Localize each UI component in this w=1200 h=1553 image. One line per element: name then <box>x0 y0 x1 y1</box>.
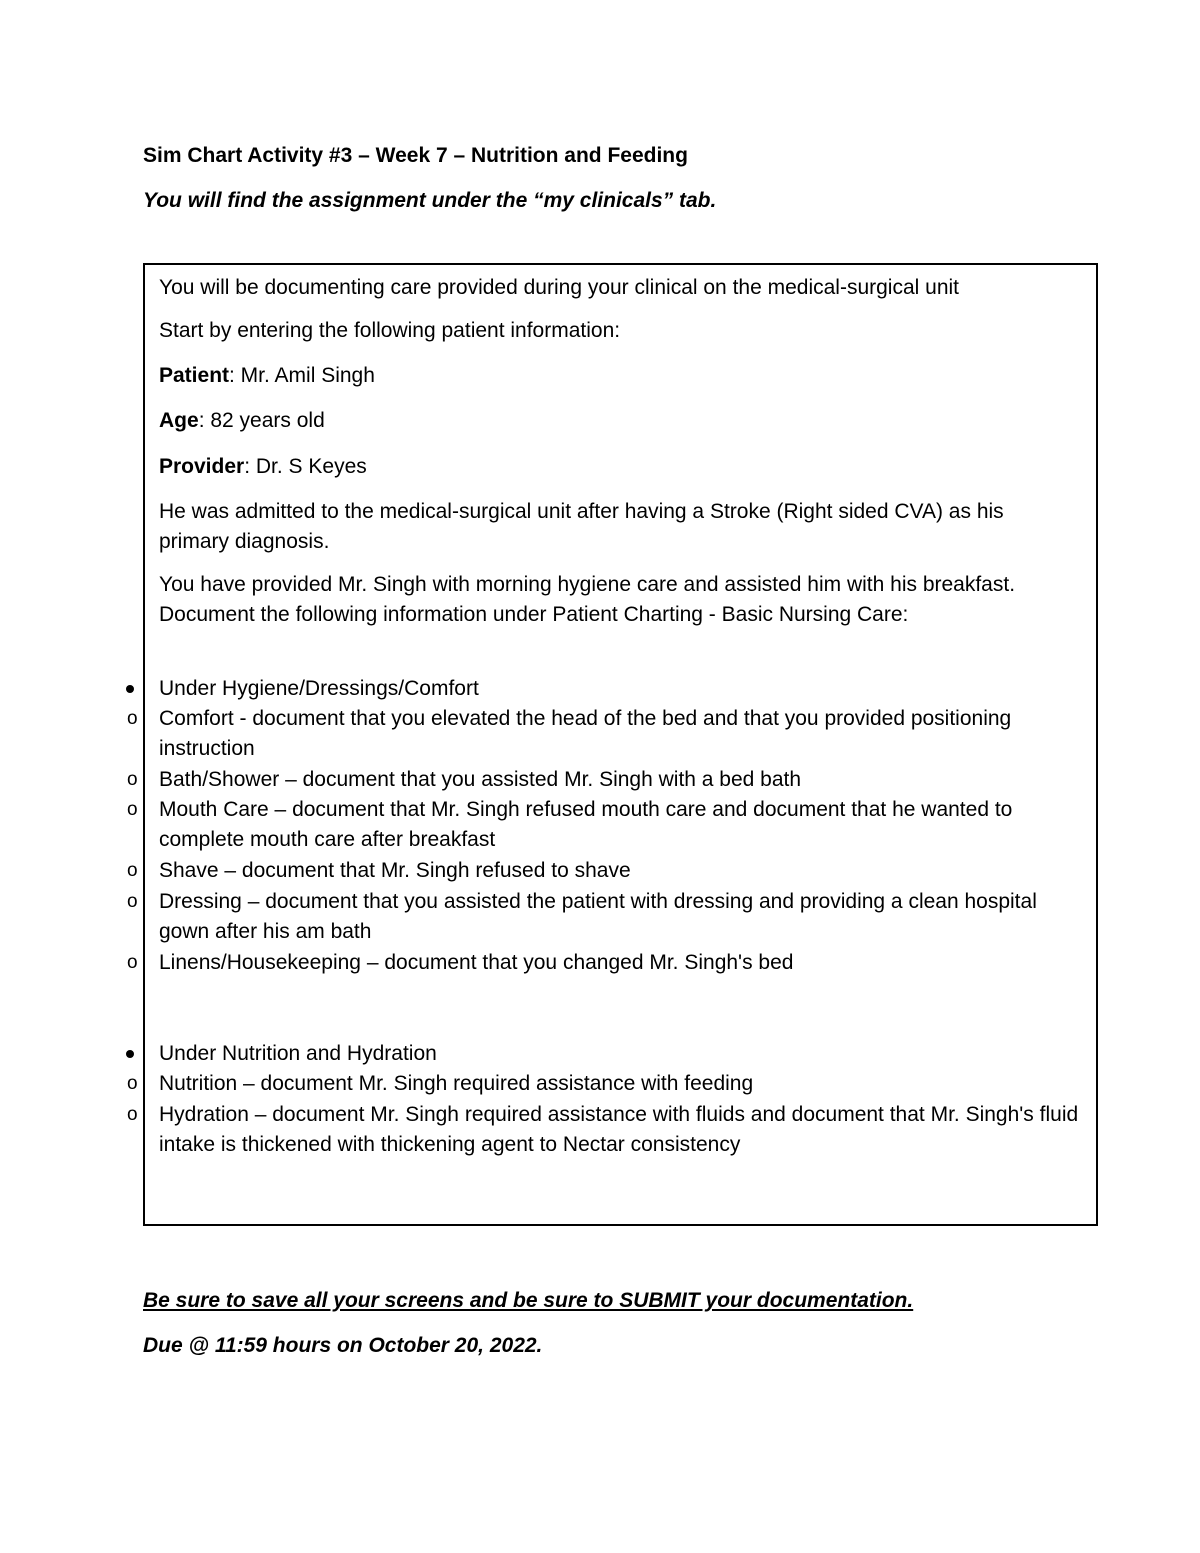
list-item <box>127 856 1079 886</box>
patient-line <box>159 361 1079 391</box>
circle-bullet-icon: o <box>127 708 138 729</box>
circle-bullet-icon: o <box>127 952 138 973</box>
save-reminder: Be sure to save all your screens and be sure to SUBMIT your documentation. <box>143 1289 914 1312</box>
instructions-text: You have provided Mr. Singh with morning hygiene care and assisted him with his breakfast. Document the following information under Patient Charting - Basic Nursing Care: <box>159 573 1016 626</box>
section-heading: Under Nutrition and Hydration <box>159 1042 437 1065</box>
age-value: : 82 years old <box>198 409 325 432</box>
circle-bullet-icon: o <box>127 860 138 881</box>
provider-label: Provider <box>159 455 245 478</box>
list-item-text: Hydration – document Mr. Singh required assistance with fluids and document that Mr. Singh's fluid intake is thickened with thickening agent to Nectar consistency <box>159 1103 1079 1156</box>
patient-value: : Mr. Amil Singh <box>229 364 375 387</box>
age-label: Age <box>159 409 199 432</box>
list-item <box>127 1100 1079 1159</box>
circle-bullet-icon: o <box>127 891 138 912</box>
section-heading: Under Hygiene/Dressings/Comfort <box>159 677 479 700</box>
bullet-icon <box>126 685 134 693</box>
instructions-box <box>127 263 1098 1226</box>
page-subtitle: You will find the assignment under the “my clinicals” tab. <box>143 189 717 212</box>
list-item <box>127 948 1079 978</box>
list-item <box>159 674 1079 704</box>
circle-bullet-icon: o <box>127 1073 138 1094</box>
list-item-text: Bath/Shower – document that you assisted Mr. Singh with a bed bath <box>159 768 802 791</box>
list-item-text: Comfort - document that you elevated the head of the bed and that you provided positioning instruction <box>159 707 1012 760</box>
provider-value: : Dr. S Keyes <box>244 455 367 478</box>
bullet-icon <box>126 1050 134 1058</box>
list-item-text: Mouth Care – document that Mr. Singh refused mouth care and document that he wanted to complete mouth care after breakfast <box>159 798 1013 851</box>
age-line <box>159 406 1079 436</box>
intro-text: You will be documenting care provided during your clinical on the medical-surgical unit <box>159 276 959 299</box>
provider-line <box>159 452 1079 482</box>
list-item-text: Linens/Housekeeping – document that you changed Mr. Singh's bed <box>159 951 794 974</box>
page-title: Sim Chart Activity #3 – Week 7 – Nutrition and Feeding <box>143 144 688 167</box>
list-item <box>127 887 1079 946</box>
patient-label: Patient <box>159 364 230 387</box>
list-item <box>127 704 1079 763</box>
list-item-text: Shave – document that Mr. Singh refused to shave <box>159 859 631 882</box>
due-date: Due @ 11:59 hours on October 20, 2022. <box>143 1334 543 1357</box>
circle-bullet-icon: o <box>127 799 138 820</box>
list-item-text: Nutrition – document Mr. Singh required assistance with feeding <box>159 1072 754 1095</box>
list-item <box>127 795 1079 854</box>
list-item <box>159 1039 1079 1069</box>
start-text: Start by entering the following patient information: <box>159 319 621 342</box>
list-item <box>127 1069 1079 1099</box>
circle-bullet-icon: o <box>127 769 138 790</box>
admission-text: He was admitted to the medical-surgical unit after having a Stroke (Right sided CVA) as his primary diagnosis. <box>159 500 1004 553</box>
list-item <box>127 765 1079 795</box>
circle-bullet-icon: o <box>127 1104 138 1125</box>
list-item-text: Dressing – document that you assisted the patient with dressing and providing a clean hospital gown after his am bath <box>159 890 1037 943</box>
